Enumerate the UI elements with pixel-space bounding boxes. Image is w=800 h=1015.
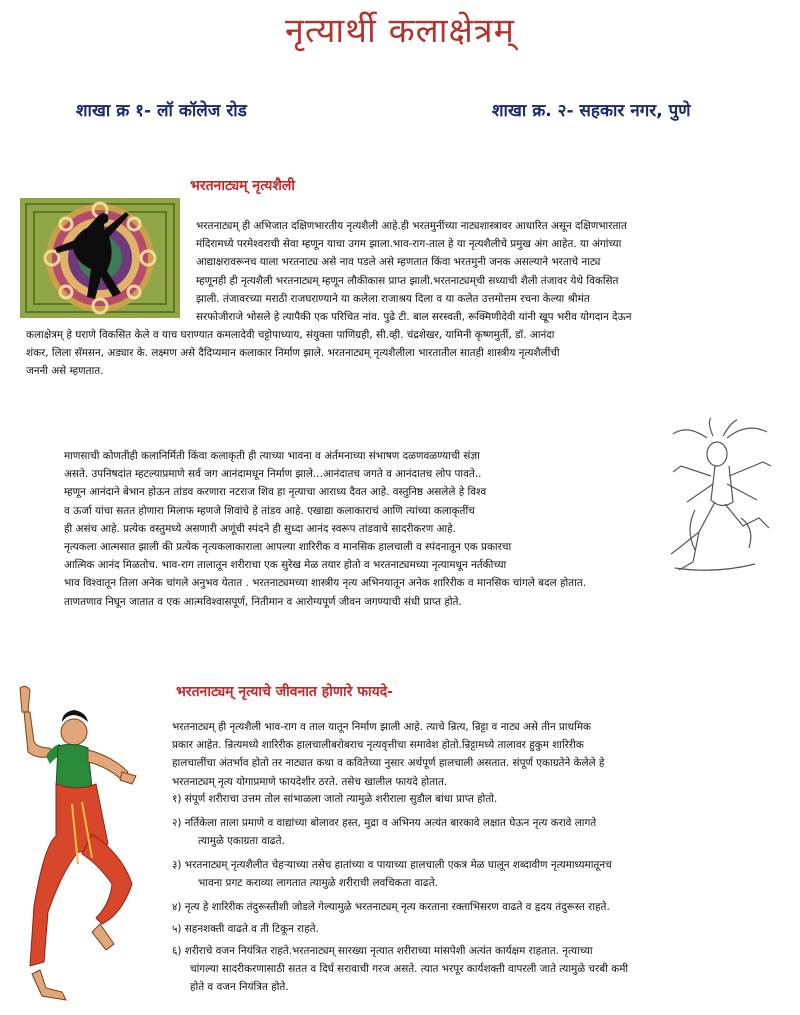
section2-text: माणसाची कोणतीही कलानिर्मिती किंवा कलाकृती ही त्याच्या भावना व अंर्तमनाच्या संभाषण दळणवळण्याची संज्ञा असते. उपनिषदांत म्हटल्याप्रमाणे सर्व जग आनंदामधून निर्माण झाले...आनंदातच जगते व आनंदातच लोप पावते.. म्हणून आनंदाने बेभान होऊन तांडव करणारा नटराज शिव हा नृत्याचा आराध्य दैवत आहे. वस्तुनिष्ठ असलेले हे विश्व व ऊर्जा यांचा सतत होणारा मिलाफ म्हणजे शिवांचे हे तांडव आहे. एखाद्या कलाकाराचं आणि त्यांच्या कलाकृतींच ही असंच आहे. प्रत्येक वस्तुमध्ये असणारी अणूंची स्पंदने ही सुध्दा आनंद स्वरूप तांडवाचे सादरीकरण आहे. नृत्यकला आत्मसात झाली की प्रत्येक नृत्यकलाकाराला आपल्या शारिरीक व मानसिक हालचाली व स्पंदनातून एक प्रकारचा आत्मिक आनंद मिळतोच. भाव-राग तालातून शरीराचा एक सुरेख मेळ तयार होतो व भरतनाट्यमच्या नृत्यामधून नर्तकीच्या भाव विश्वातून तिला अनेक चांगले अनुभव येतात . भरतनाट्यमच्या शास्त्रीय नृत्य अभिनयातून अनेक शारिरीक व मानसिक चांगले बदल होतात. ताणतणाव निघून जातात व एक आत्मविश्वासपूर्ण, नितीमान व आरोग्यपूर्ण जीवन जगण्याची संधी प्राप्त होते. (64, 450, 587, 608)
branch-2: शाखा क्र. २- सहकार नगर, पुणे (492, 101, 691, 121)
list-item: ६) शरीराचे वजन नियंत्रित राहते.भरतनाट्यम् सारख्या नृत्यात शरीराच्या मांसपेशी अत्यंत कार्यक्षम राहतात. नृत्याच्या (172, 945, 593, 957)
nataraja-sketch-image (655, 418, 785, 578)
page-title: नृत्यार्थी कलाक्षेत्रम् (284, 11, 516, 51)
list-item: १) संपूर्ण शरीराचा उत्तम तोल सांभाळला जातो त्यामुळे शरीराला सुडौल बांधा प्राप्त होतो. (172, 793, 498, 805)
benefits-list: १) संपूर्ण शरीराचा उत्तम तोल सांभाळला जातो त्यामुळे शरीराला सुडौल बांधा प्राप्त होतो. २) नर्तिकेला ताला प्रमाणे व वाद्यांच्या बोलावर हस्त, मुद्रा व अभिनय अत्यंत बारकावे लक्षात घेऊन नृत्य करावे लागते त्यामुळे एकाग्रता वाढते. ३) भरतनाट्यम् नृत्यशैलीत चेहऱ्याच्या तसेच हातांच्या व पायाच्या हालचाली एकत्र मेळ घालून शब्दावीण नृत्यमाध्यमातूनच भावना प्रगट कराव्या लागतात त्यामुळे शरीराची लवचिकता वाढते. ४) नृत्य हे शारिरीक तंदुरूस्तीशी जोडले गेल्यामुळे भरतनाट्यम् नृत्य करताना रक्ताभिसरण वाढते व हृदय तंदुरूस्त राहते. ५) सहनशक्ती वाढते व ती टिकून राहते. ६) शरीराचे वजन नियंत्रित राहते.भरतनाट्यम् सारख्या नृत्यात शरीराच्या मांसपेशी अत्यंत कार्यक्षम राहतात. नृत्याच्या चांगल्या सादरीकरणासाठी सतत व दिर्घ सरावाची गरज असते. त्यात भरपूर कार्यशक्ती वापरली जाते त्यामुळे चरबी कमी होते व वजन नियंत्रित होते. (172, 790, 628, 996)
branch-1: शाखा क्र १- लॉ कॉलेज रोड (76, 101, 247, 121)
list-item: ५) सहनशक्ती वाढते व ती टिकून राहते. (172, 923, 319, 935)
list-item: २) नर्तिकेला ताला प्रमाणे व वाद्यांच्या बोलावर हस्त, मुद्रा व अभिनय अत्यंत बारकावे लक्षात घेऊन नृत्य करावे लागते (172, 817, 597, 829)
list-item: ३) भरतनाट्यम् नृत्यशैलीत चेहऱ्याच्या तसेच हातांच्या व पायाच्या हालचाली एकत्र मेळ घालून शब्दावीण नृत्यमाध्यमातूनच (172, 859, 612, 871)
section3-heading: भरतनाट्यम् नृत्याचे जीवनात होणारे फायदे- (176, 684, 393, 700)
list-item: ४) नृत्य हे शारिरीक तंदुरूस्तीशी जोडले गेल्यामुळे भरतनाट्यम् नृत्य करताना रक्ताभिसरण वाढते व हृदय तंदुरूस्त राहते. (172, 901, 610, 913)
section1-text-top: भरतनाट्यम् ही अभिजात दक्षिणभारतीय नृत्यशैली आहे.ही भरतमुनींच्या नाट्यशास्त्रावर आधारित असून दक्षिणभारतात मंदिरामध्ये परमेश्वराची सेवा म्हणून याचा उगम झाला.भाव-राग-ताल हे या नृत्यशैलीचे प्रमुख अंग आहेत. या अंगांच्या आद्याक्षरावरूनच याला भरतनाट्य असे नाव पडले असे म्हणतात किंवा भरतमुनी जनक असल्याने भरताचे नाट्य म्हणूनही ही नृत्यशैली भरतनाट्यम् म्हणून लौकीकास प्राप्त झाली.भरतनाट्यम्‌ची सध्याची शैली तंजावर येथे विकसित झाली. तंजावरच्या मराठी राजघराण्याने या कलेला राजाश्रय दिला व या कलेत उत्तमोत्तम रचना केल्या श्रीमंत सरफोजीराजे भोसले हे त्यापैकी एक परिचित नांव. पुढे टी. बाल सरस्वती, रूक्मिणीदेवी यांनी खूप भरीव योगदान देऊन (196, 220, 632, 324)
bharatanatyam-dancer-image (2, 684, 152, 1009)
section1-text-bottom: कलाक्षेत्रम् हे घराणे विकसित केले व याच घराण्यात कमलादेवी चट्टोपाध्याय, संयुक्ता पाणिग्रही, सी.व्ही. चंद्रशेखर, यामिनी कृष्णमुर्ती, डॉ. आनंदा शंकर, लिला सॅमसन, अड्यार के. लक्ष्मण असे दैदिप्यमान कलाकार निर्माण झाले. भरतनाट्यम् नृत्यशैलीला भारतातील सातही शास्त्रीय नृत्यशैलींची जननी असे म्हणतात. (26, 329, 560, 378)
section1-heading: भरतनाट्यम् नृत्यशैली (190, 178, 295, 194)
section3-intro: भरतनाट्यम् ही नृत्यशैली भाव-राग व ताल यातून निर्माण झाली आहे. त्याचे न्रित्य, न्रिट्टा व नाट्य असे तीन प्राथमिक प्रकार आहेत. न्रित्यमध्ये शारिरीक हालचालीबरोबराच नृत्यवृत्तीचा समावेश होतो.न्रिट्टामध्ये तालावर हुकुम शारिरीक हालचालींचा अंतर्भाव होतो तर नाट्यात कथा व कवितेच्या नुसार अर्थपूर्ण हालचाली असतात. संपूर्ण एकाग्रतेने केलेले हे भरतनाट्यम् नृत्य योगाप्रमाणे फायदेशीर ठरते. तसेच खालील फायदे होतात. (172, 721, 605, 788)
mandala-dancer-image (20, 198, 180, 318)
